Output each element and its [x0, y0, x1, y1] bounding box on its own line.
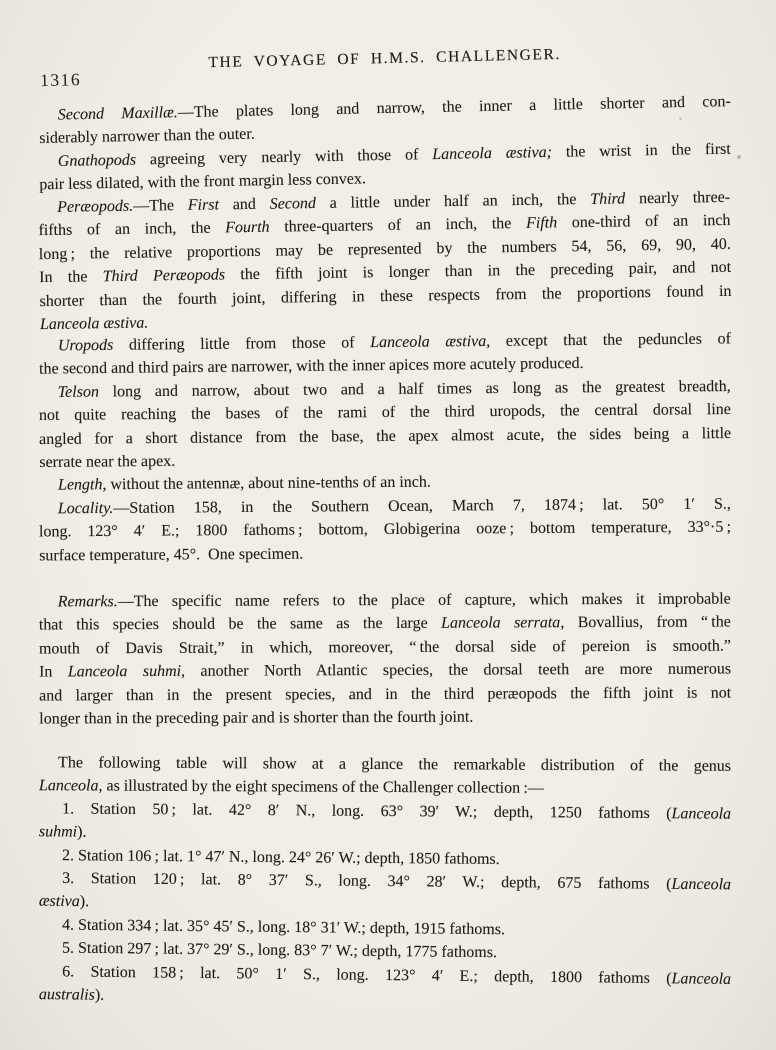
text-segment: —The [133, 196, 188, 215]
italic-text: Lanceola [671, 969, 732, 988]
scan-speck [679, 117, 682, 120]
italic-text: Uropods [57, 336, 114, 355]
text-line [39, 587, 731, 613]
text-segment: fifths of an inch, the [38, 219, 226, 240]
page-body-text [38, 93, 732, 1010]
text-segment: In the [39, 267, 103, 286]
scan-speck [737, 155, 741, 159]
text-segment: the second and third pairs are narrower, with the inner apices more acutely produced. [39, 355, 584, 378]
italic-text: Lanceola æstiva [370, 332, 487, 352]
text-segment: , without the antennæ, about nine-tenths of an inch. [102, 473, 431, 494]
italic-text: First [187, 196, 220, 214]
text-line [39, 657, 731, 683]
text-segment: 5. Station 297 ; lat. 37° 29′ S., long. 83° 7′ W.; depth, 1775 fathoms. [61, 939, 498, 962]
italic-text: Lanceola [671, 875, 732, 894]
text-segment: nearly three- [625, 188, 731, 207]
italic-text: Remarks. [57, 592, 118, 611]
italic-text: australis [38, 986, 96, 1004]
italic-text: Lanceola æstiva; [432, 143, 553, 163]
text-segment: shorter than the fourth joint, differing in these respects from the proportions found in [39, 281, 732, 310]
italic-text: Lanceola æstiva. [39, 314, 149, 333]
page-number: 1316 [39, 69, 82, 91]
text-segment: ). [94, 986, 105, 1004]
text-segment: In [39, 663, 68, 681]
text-segment: not quite reaching the bases of the rami of the third uropods, the central dorsal line [38, 401, 731, 425]
text-segment: , except that the peduncles of [486, 330, 731, 350]
italic-text: Lanceola [38, 777, 99, 796]
italic-text: Third [590, 189, 626, 208]
italic-text: Lanceola serrata [441, 614, 561, 632]
paragraph [39, 587, 732, 730]
text-segment: ). [79, 893, 90, 911]
paragraph [39, 327, 731, 381]
italic-text: suhmi [38, 823, 78, 841]
italic-text: Second [269, 194, 316, 213]
italic-text: Lanceola [671, 805, 732, 823]
italic-text: Lanceola suhmi [67, 662, 182, 681]
italic-text: Fifth [525, 214, 558, 232]
text-segment: 2. Station 106 ; lat. 1° 47′ N., long. 24° 26′ W.; depth, 1850 fathoms. [61, 846, 500, 868]
text-segment: longer than in the preceding pair and is shorter than the fourth joint. [39, 708, 474, 728]
text-segment: the wrist in the first [551, 140, 731, 161]
page-header [40, 42, 731, 98]
text-segment: , as illustrated by the eight specimens of the Challenger collection :— [98, 778, 544, 798]
text-segment: —The plates long and narrow, the inner a little shorter and con- [177, 93, 731, 122]
text-segment: differing little from those of [113, 334, 371, 354]
text-segment: serrate near the apex. [39, 452, 176, 471]
text-segment: ). [77, 823, 87, 841]
italic-text: Third Peræopods [102, 266, 226, 285]
text-segment: , Bovallius, from “ the [560, 613, 731, 632]
text-segment: pair less dilated, with the front margin less convex. [39, 170, 367, 194]
text-segment: long and narrow, about two and a half times as long as the greatest breadth, [98, 377, 731, 401]
text-segment: one-third of an inch [557, 211, 731, 232]
italic-text: Locality. [57, 499, 114, 517]
italic-text: Telson [57, 383, 99, 401]
text-line [39, 634, 731, 660]
text-segment: —Station 158, in the Southern Ocean, March 7, 1874 ; lat. 50° 1′ S., [113, 495, 731, 517]
italic-text: Gnathopods [57, 151, 137, 170]
paragraph [39, 492, 731, 567]
text-segment: 3. Station 120 ; lat. 8° 37′ S., long. 34° 28′ W.; depth, 675 fathoms ( [62, 870, 672, 893]
text-segment: surface temperature, 45°. One specimen. [39, 544, 304, 564]
italic-text: Length [57, 476, 103, 494]
text-segment: , another North Atlantic species, the dorsal teeth are more numerous [181, 660, 732, 680]
text-line [39, 681, 731, 707]
paragraph [38, 185, 732, 336]
list-item [39, 960, 731, 1015]
text-segment: a little under half an inch, the [315, 190, 591, 212]
text-segment: 4. Station 334 ; lat. 35° 45′ S., long. 18° 31′ W.; depth, 1915 fathoms. [61, 916, 506, 939]
text-segment: angled for a short distance from the base, the apex almost acute, the sides being a little [39, 424, 732, 448]
text-segment: long. 123° 4′ E.; 1800 fathoms ; bottom, Globigerina ooze ; bottom temperature, 33°·5 ; [38, 518, 732, 541]
paragraph [39, 751, 731, 801]
text-segment: the fifth joint is longer than in the preceding pair, and not [224, 258, 732, 284]
running-title: THE VOYAGE OF H.M.S. CHALLENGER. [208, 45, 562, 72]
text-segment: siderably narrower than the outer. [39, 126, 255, 148]
italic-text: æstiva [38, 893, 80, 911]
text-segment: and larger than in the present species, and in the third peræopods the fifth joint is not [39, 683, 732, 704]
text-line [39, 539, 731, 567]
text-line [39, 704, 731, 730]
text-segment: that this species should be the same as the large [38, 614, 442, 634]
text-segment: and [218, 195, 270, 214]
text-segment: mouth of Davis Strait,” in which, moreover, “ the dorsal side of pereion is smooth.” [38, 637, 731, 658]
text-segment: 1. Station 50 ; lat. 42° 8′ N., long. 63° 39′ W.; depth, 1250 fathoms ( [62, 800, 672, 823]
paragraph [39, 375, 732, 475]
text-segment: —The specific name refers to the place of capture, which makes it improbable [117, 590, 731, 610]
text-segment: three-quarters of an inch, the [269, 214, 527, 236]
text-line [39, 516, 731, 544]
italic-text: Fourth [225, 218, 270, 237]
italic-text: Peræopods. [57, 197, 134, 216]
text-line [39, 611, 731, 637]
text-segment: The following table will show at a glance the remarkable distribution of the genus [58, 754, 732, 775]
list-item [39, 867, 731, 920]
text-segment: long ; the relative proportions may be represented by the numbers 54, 56, 69, 90, 40. [38, 235, 731, 263]
list-item [39, 797, 731, 849]
text-segment: agreeing very nearly with those of [135, 145, 433, 169]
text-segment: 6. Station 158 ; lat. 50° 1′ S., long. 123° 4′ E.; depth, 1800 fathoms ( [62, 963, 672, 987]
italic-text: Second Maxillæ. [57, 104, 178, 124]
